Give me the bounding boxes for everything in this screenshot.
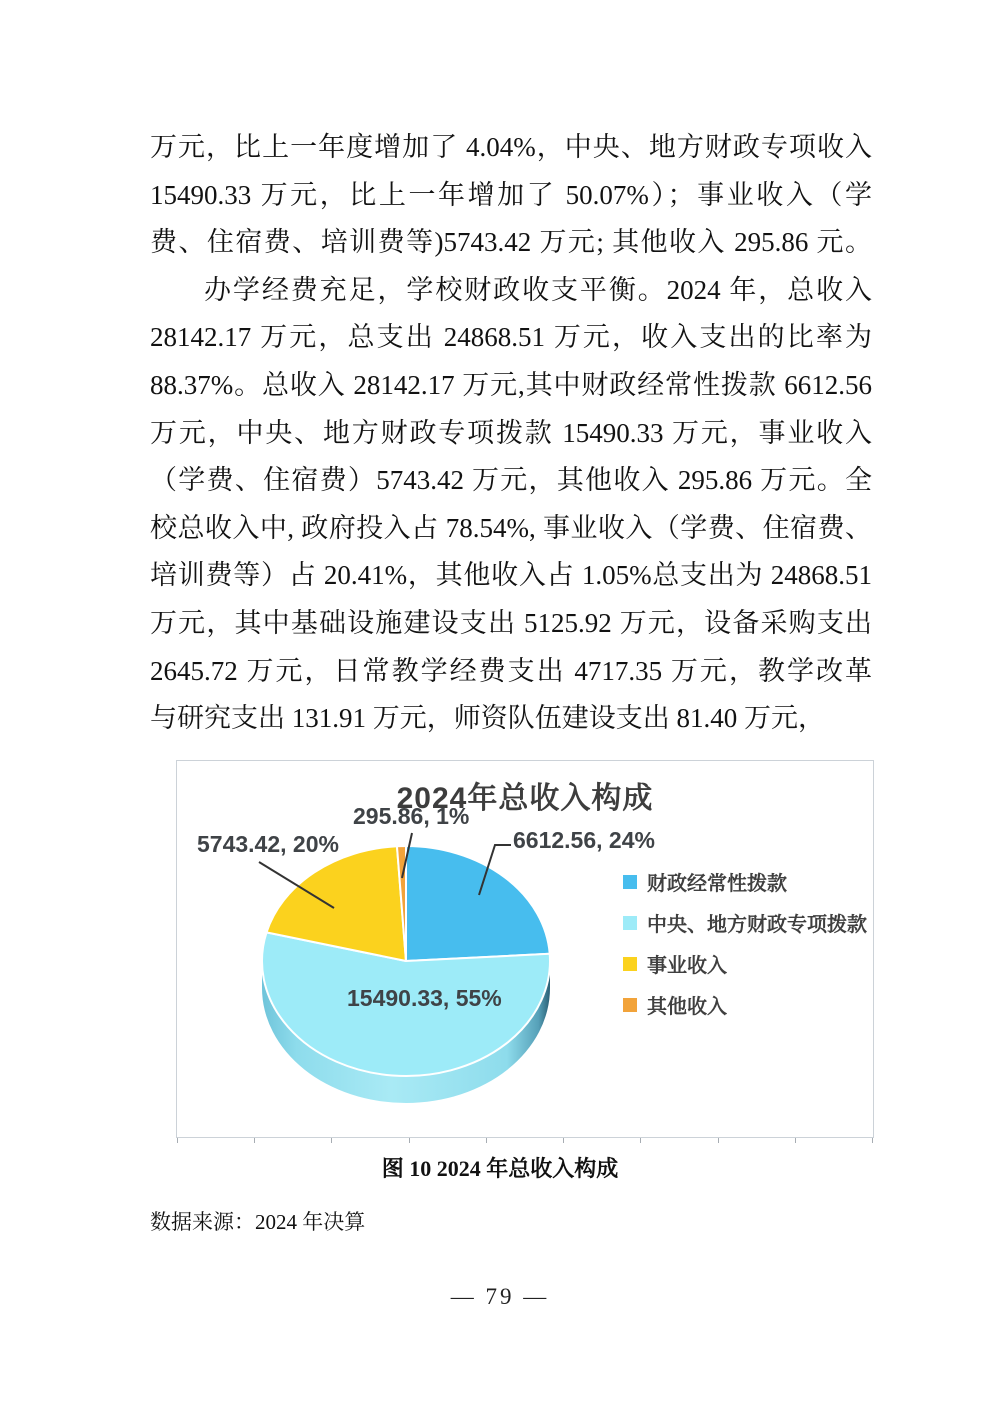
text-line: 万元，其中基础设施建设支出 5125.92 万元，设备采购支出: [150, 607, 872, 638]
text-line: 办学经费充足，学校财政收支平衡。2024 年，总收入: [204, 274, 872, 305]
axis-tick: [486, 1138, 487, 1143]
text-line: 培训费等）占 20.41%，其他收入占 1.05%总支出为 24868.51: [150, 560, 872, 591]
text-line: 15490.33 万元，比上一年增加了 50.07%）；事业收入（学: [150, 179, 872, 210]
text-line: 88.37%。总收入 28142.17 万元,其中财政经常性拨款 6612.56: [150, 369, 872, 400]
pie-data-label: 5743.42, 20%: [197, 831, 339, 857]
pie-data-label: 295.86, 1%: [353, 803, 470, 829]
legend-label: 财政经常性拨款: [647, 873, 787, 895]
axis-tick: [177, 1138, 178, 1143]
axis-tick: [331, 1138, 332, 1143]
legend-label: 中央、地方财政专项拨款: [647, 914, 867, 936]
legend-swatch-icon: [623, 957, 637, 971]
pie-data-label: 15490.33, 55%: [347, 985, 502, 1011]
legend-item: [623, 949, 727, 978]
axis-tick: [409, 1138, 410, 1143]
legend-item: [623, 867, 787, 896]
figure-caption: 图 10 2024 年总收入构成: [381, 1156, 619, 1181]
pie-chart-svg: [177, 761, 873, 1137]
legend-item: [623, 908, 867, 937]
text-line: 费、住宿费、培训费等)5743.42 万元; 其他收入 295.86 元。: [150, 227, 872, 258]
text-line: 28142.17 万元，总支出 24868.51 万元，收入支出的比率为: [150, 322, 872, 353]
legend-swatch-icon: [623, 998, 637, 1012]
legend-swatch-icon: [623, 875, 637, 889]
legend-swatch-icon: [623, 916, 637, 930]
data-source-note: 数据来源：2024 年决算: [150, 1210, 366, 1234]
legend-item: [623, 990, 727, 1019]
text-line: 与研究支出 131.91 万元，师资队伍建设支出 81.40 万元，: [150, 703, 825, 734]
text-line: 2645.72 万元，日常教学经费支出 4717.35 万元，教学改革: [150, 655, 872, 686]
axis-tick: [718, 1138, 719, 1143]
chart-title: 2024年总收入构成: [396, 782, 654, 815]
text-line: （学费、住宿费）5743.42 万元，其他收入 295.86 万元。全: [150, 465, 872, 496]
text-line: 万元，比上一年度增加了 4.04%，中央、地方财政专项收入: [150, 132, 872, 162]
pie-data-label: 6612.56, 24%: [513, 827, 655, 853]
axis-tick: [254, 1138, 255, 1143]
paragraph-block: [150, 124, 872, 743]
income-pie-chart: [176, 760, 874, 1138]
axis-tick: [640, 1138, 641, 1143]
axis-tick: [563, 1138, 564, 1143]
text-line: 万元，中央、地方财政专项拨款 15490.33 万元，事业收入: [150, 417, 872, 448]
legend-label: 事业收入: [647, 955, 727, 977]
legend-label: 其他收入: [647, 996, 727, 1018]
axis-tick: [872, 1138, 873, 1143]
text-line: 校总收入中, 政府投入占 78.54%, 事业收入（学费、住宿费、: [150, 512, 872, 543]
axis-tick: [795, 1138, 796, 1143]
pie-slice-0: [406, 846, 550, 961]
page-number: — 79 —: [450, 1284, 550, 1309]
